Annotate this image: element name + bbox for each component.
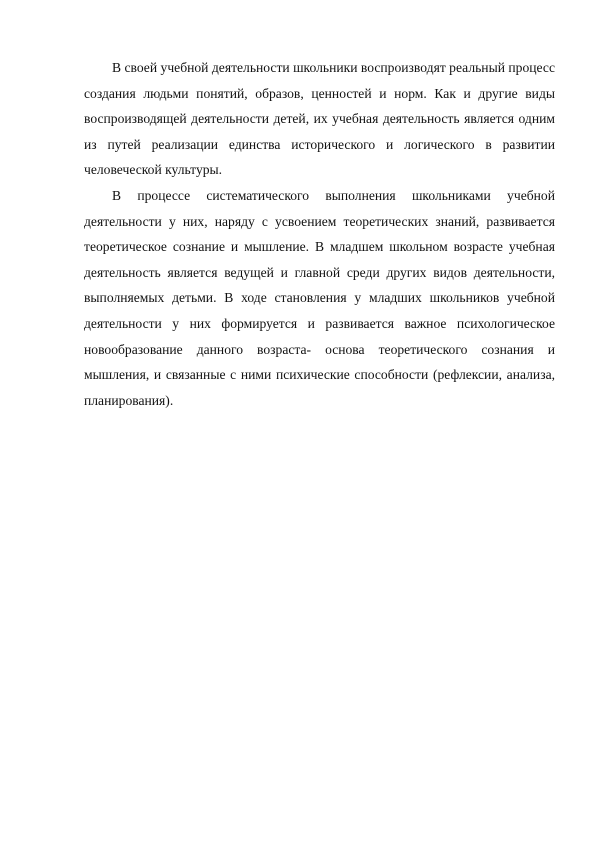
document-body	[84, 55, 555, 413]
paragraph-2: В процессе систематического выполнения школьниками учебной деятельности у них, наряду с усвоением теоретических знаний, развивается теоретическое сознание и мышление. В младшем школьном возрасте учебная деятельность является ведущей и главной среди других видов деятельности, выполняемых детьми. В ходе становления у младших школьников учебной деятельности у них формируется и развивается важное психологическое новообразование данного возраста- основа теоретического сознания и мышления, и связанные с ними психические способности (рефлексии, анализа, планирования).	[84, 187, 555, 408]
paragraph-1: В своей учебной деятельности школьники воспроизводят реальный процесс создания людьми понятий, образов, ценностей и норм. Как и другие виды воспроизводящей деятельности детей, их учебная деятельность является одним из путей реализации единства исторического и логического в развитии человеческой культуры.	[84, 60, 555, 178]
